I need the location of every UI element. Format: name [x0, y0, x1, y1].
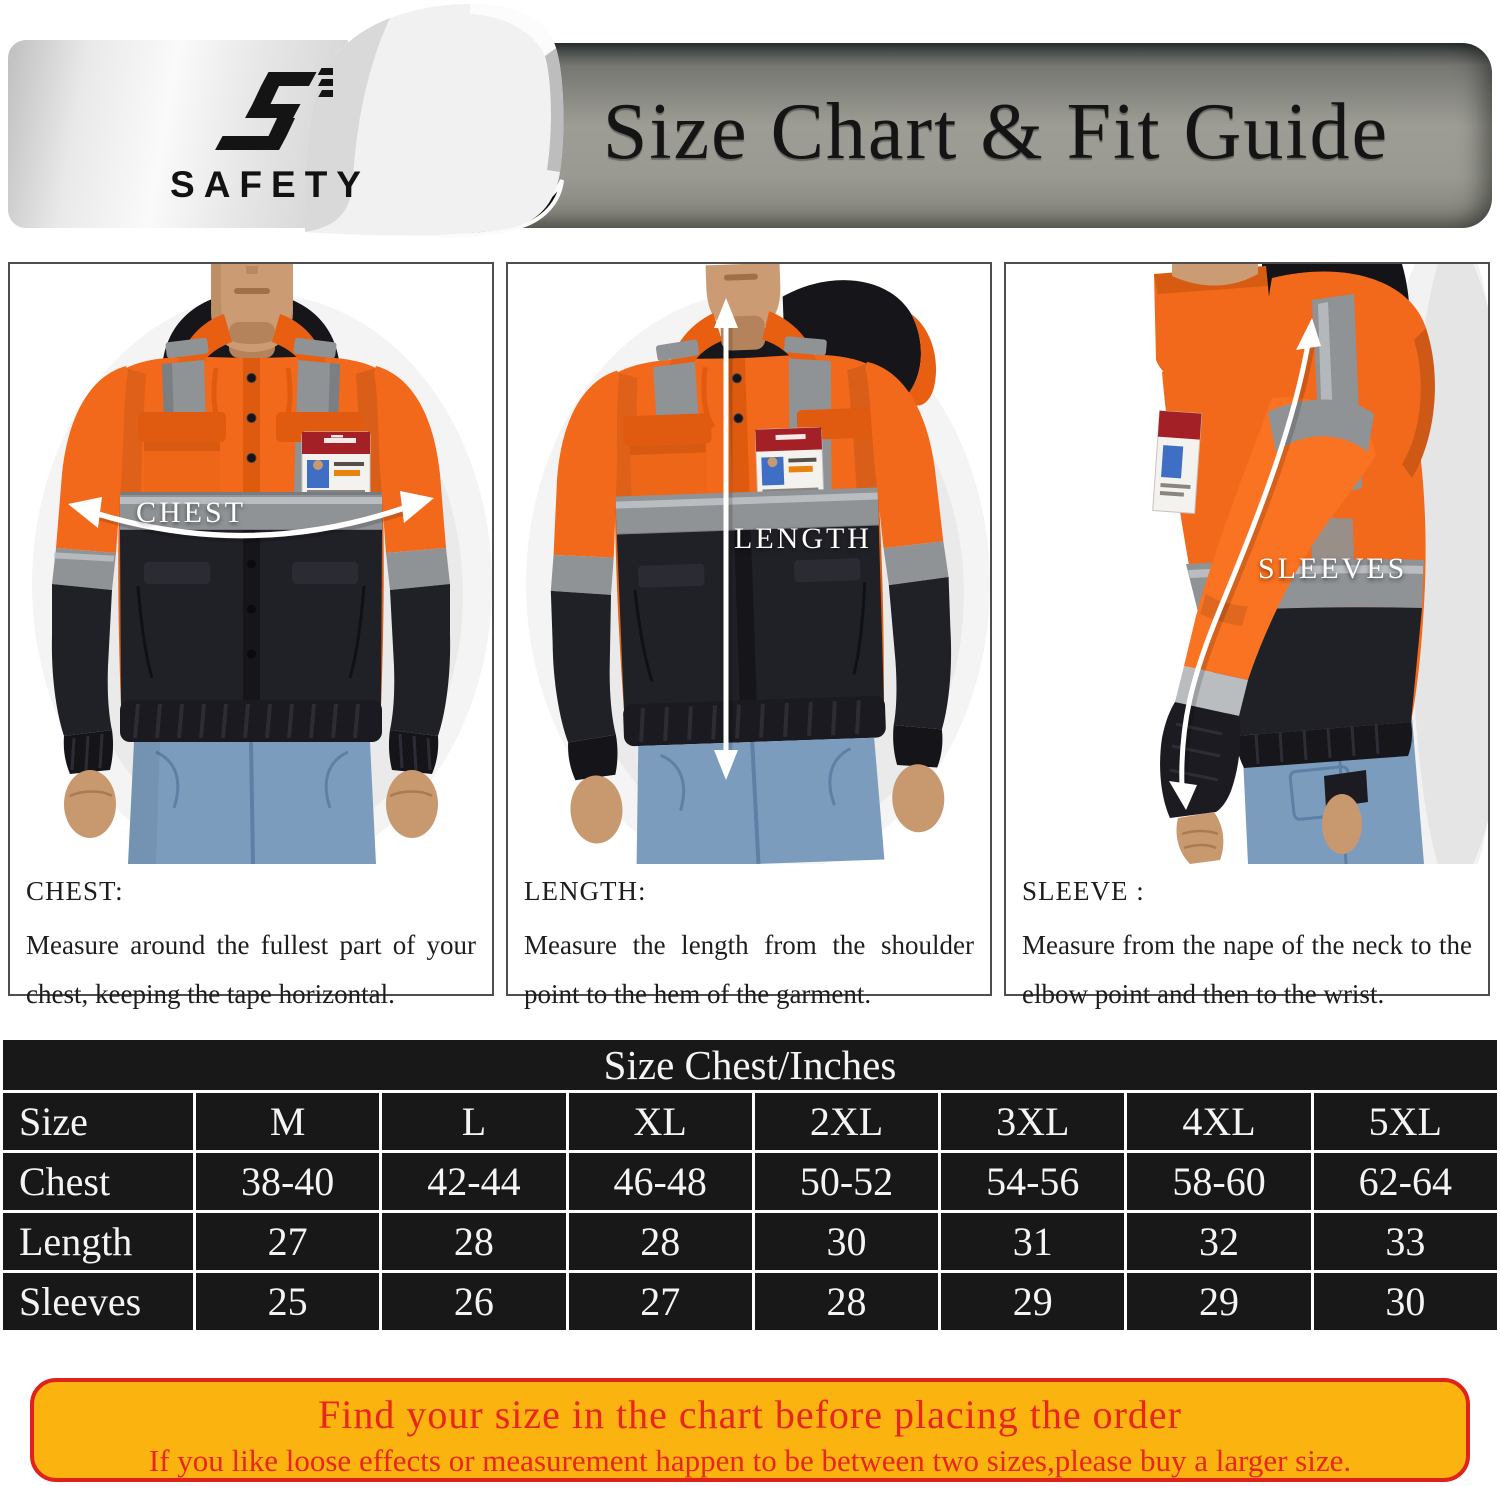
table-cell: 28: [753, 1272, 939, 1332]
table-cell: 27: [195, 1212, 381, 1272]
caption-title: CHEST:: [26, 876, 124, 906]
size-table-title: Size Chest/Inches: [2, 1039, 1499, 1092]
brand-block: [150, 62, 390, 206]
table-cell: 26: [381, 1272, 567, 1332]
measure-panels: [8, 262, 1492, 1009]
table-cell: 54-56: [940, 1152, 1126, 1212]
row-label: Sleeves: [2, 1272, 195, 1332]
jacket-front-illustration: [10, 264, 492, 864]
caption-body: Measure the length from the shoulder point to the hem of the garment.: [524, 930, 974, 1009]
id-badge: [1153, 411, 1202, 514]
caption-body: Measure from the nape of the neck to the elbow point and then to the wrist.: [1022, 930, 1472, 1009]
jacket-angle-illustration: [508, 264, 990, 864]
table-row-length: [2, 1212, 1499, 1272]
table-cell: L: [381, 1092, 567, 1152]
table-cell: 58-60: [1126, 1152, 1312, 1212]
se-safety-logo-icon: [207, 62, 333, 158]
table-cell: 33: [1312, 1212, 1498, 1272]
chest-caption: [10, 864, 492, 1019]
caption-title: SLEEVE :: [1022, 876, 1145, 906]
row-label: Length: [2, 1212, 195, 1272]
id-badge: [302, 432, 370, 496]
table-cell: 62-64: [1312, 1152, 1498, 1212]
row-label: Chest: [2, 1152, 195, 1212]
measure-panel-length: [506, 262, 992, 1009]
table-cell: 31: [940, 1212, 1126, 1272]
order-note-banner: [30, 1378, 1470, 1482]
size-table: [0, 1037, 1500, 1333]
measure-panel-sleeve: [1004, 262, 1490, 1009]
table-cell: 38-40: [195, 1152, 381, 1212]
banner-line-2: If you like loose effects or measurement happen to be between two sizes,please buy a larger size.: [148, 1443, 1352, 1478]
row-label: Size: [2, 1092, 195, 1152]
table-cell: 30: [1312, 1272, 1498, 1332]
sleeve-photo: [1006, 264, 1488, 864]
table-cell: 2XL: [753, 1092, 939, 1152]
brand-name: SAFETY: [170, 164, 370, 205]
table-cell: XL: [567, 1092, 753, 1152]
length-caption: [508, 864, 990, 1019]
table-cell: 29: [1126, 1272, 1312, 1332]
table-title-row: [2, 1039, 1499, 1092]
table-cell: 28: [567, 1212, 753, 1272]
table-cell: 42-44: [381, 1152, 567, 1212]
chest-photo: [10, 264, 492, 864]
table-row-sleeves: [2, 1272, 1499, 1332]
table-cell: 3XL: [940, 1092, 1126, 1152]
measure-panel-chest: [8, 262, 494, 1009]
caption-title: LENGTH:: [524, 876, 647, 906]
chest-arrow-label: CHEST: [136, 496, 247, 529]
title-plaque: [500, 43, 1492, 228]
table-cell: 50-52: [753, 1152, 939, 1212]
table-cell: 29: [940, 1272, 1126, 1332]
table-cell: 27: [567, 1272, 753, 1332]
header: [0, 0, 1500, 262]
length-arrow-label: LENGTH: [734, 522, 872, 555]
table-cell: 4XL: [1126, 1092, 1312, 1152]
table-row-chest: [2, 1152, 1499, 1212]
table-cell: 28: [381, 1212, 567, 1272]
table-cell: 46-48: [567, 1152, 753, 1212]
table-cell: 32: [1126, 1212, 1312, 1272]
table-cell: 30: [753, 1212, 939, 1272]
table-cell: 25: [195, 1272, 381, 1332]
caption-body: Measure around the fullest part of your chest, keeping the tape horizontal.: [26, 930, 476, 1009]
banner-line-1: Find your size in the chart before placing the order: [318, 1392, 1182, 1437]
sleeve-caption: [1006, 864, 1488, 1019]
jacket-side-illustration: [1006, 264, 1488, 864]
length-photo: [508, 264, 990, 864]
table-cell: M: [195, 1092, 381, 1152]
page-title: Size Chart & Fit Guide: [602, 87, 1390, 176]
table-cell: 5XL: [1312, 1092, 1498, 1152]
id-badge: [755, 427, 823, 495]
table-row-size: [2, 1092, 1499, 1152]
sleeve-arrow-label: SLEEVES: [1258, 552, 1408, 585]
